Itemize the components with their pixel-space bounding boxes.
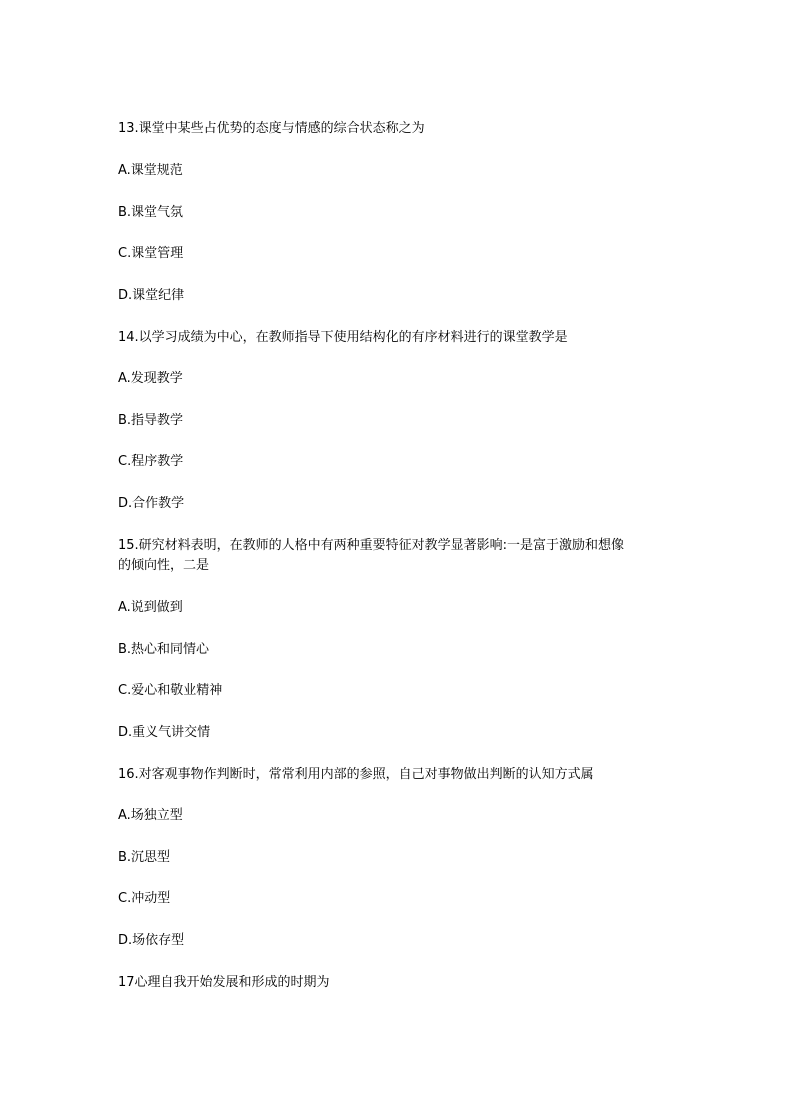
question-14-option-c: C.程序教学: [118, 454, 184, 469]
question-15-option-a: A.说到做到: [118, 600, 183, 615]
question-16-option-a: A.场独立型: [118, 808, 183, 823]
question-16-option-d: D.场依存型: [118, 933, 185, 948]
question-16-option-b: B.沉思型: [118, 850, 171, 865]
question-13-stem: 13.课堂中某些占优势的态度与情感的综合状态称之为: [118, 121, 425, 136]
question-15-option-c: C.爱心和敬业精神: [118, 683, 223, 698]
question-13-option-b: B.课堂气氛: [118, 205, 184, 220]
question-13-option-d: D.课堂纪律: [118, 288, 185, 303]
question-14-option-a: A.发现教学: [118, 371, 183, 386]
question-13-option-c: C.课堂管理: [118, 246, 184, 261]
question-14-option-d: D.合作教学: [118, 496, 185, 511]
question-15-stem-line-1: 15.研究材料表明，在教师的人格中有两种重要特征对教学显著影响:一是富于激励和想像: [118, 538, 625, 553]
question-14-stem: 14.以学习成绩为中心，在教师指导下使用结构化的有序材料进行的课堂教学是: [118, 330, 568, 345]
question-15-option-d: D.重义气讲交情: [118, 725, 211, 740]
question-16-option-c: C.冲动型: [118, 891, 171, 906]
question-16-stem: 16.对客观事物作判断时，常常利用内部的参照，自己对事物做出判断的认知方式属: [118, 767, 594, 782]
question-15-option-b: B.热心和同情心: [118, 642, 210, 657]
question-14-option-b: B.指导教学: [118, 413, 184, 428]
question-15-stem-line-2: 的倾向性，二是: [118, 558, 210, 573]
question-17-stem: 17心理自我开始发展和形成的时期为: [118, 975, 330, 990]
question-13-option-a: A.课堂规范: [118, 163, 183, 178]
